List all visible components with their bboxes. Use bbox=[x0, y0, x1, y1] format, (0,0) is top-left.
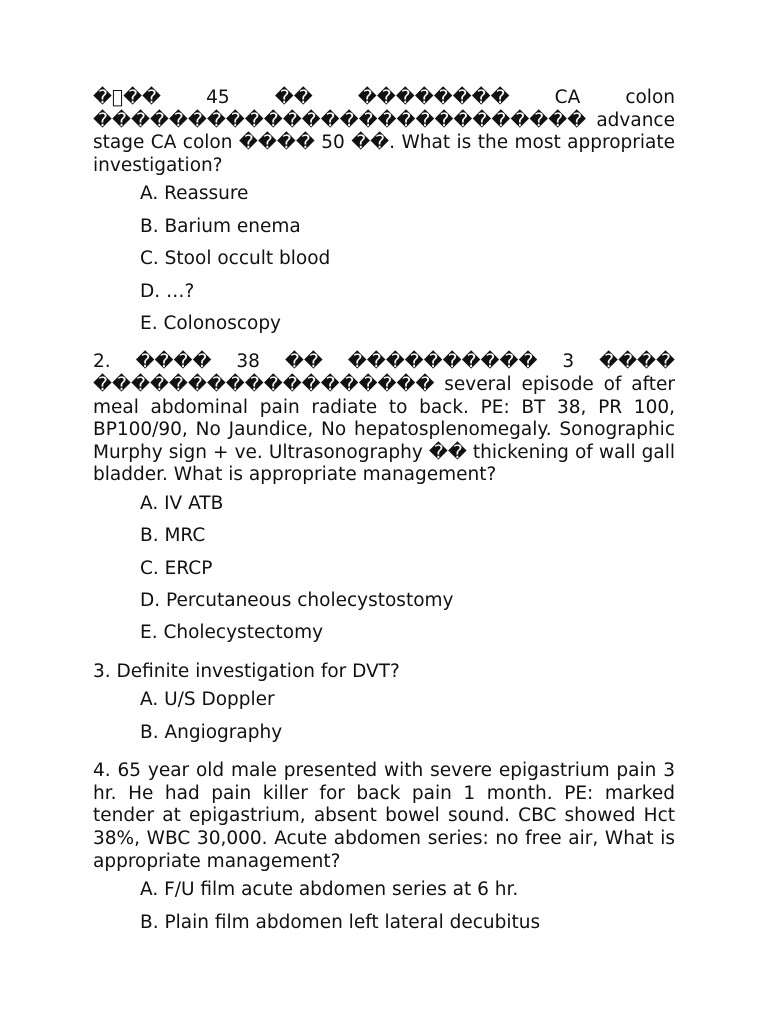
option-a: A. IV ATB bbox=[140, 492, 224, 514]
question-3 bbox=[93, 661, 675, 754]
question-2 bbox=[93, 351, 675, 655]
question-1-options bbox=[93, 183, 675, 345]
option-a: A. U/S Doppler bbox=[140, 689, 275, 711]
option-c: C. Stool occult blood bbox=[140, 248, 331, 270]
question-3-text: 3. Definite investigation for DVT? bbox=[93, 660, 400, 682]
question-4-text: 4. 65 year old male presented with severe epigastrium pain 3 hr. He had pain killer for back pain 1 month. PE: marked tender at epigastrium, absent bowel sound. CBC showed Hct 38%, WBC 30,000. Acute abdomen series: no free air, What is appropriate management? bbox=[93, 760, 675, 872]
question-3-options bbox=[93, 689, 675, 754]
option-b: B. Angiography bbox=[140, 721, 283, 743]
option-c: C. ERCP bbox=[140, 557, 213, 579]
option-d: D. Percutaneous cholecystostomy bbox=[140, 590, 454, 612]
option-e: E. Colonoscopy bbox=[140, 312, 282, 334]
option-b: B. MRC bbox=[140, 525, 206, 547]
question-1-text: �้�� 45 �� �������� CA colon �������������������������� advance stage CA colon ���� 50 ��. What is the most appropriate investigation? bbox=[93, 87, 675, 176]
question-2-text: 2. ���� 38 �� ���������� 3 ���� ������������������ several episode of after meal abdominal pain radiate to back. PE: BT 38, PR 100, BP100/90, No Jaundice, No hepatosplenomegaly. Sonographic Murphy sign + ve. Ultrasonography �� thickening of wall gall bladder. What is appropriate management? bbox=[93, 351, 675, 486]
option-e: E. Cholecystectomy bbox=[140, 622, 324, 644]
option-a: A. F/U film acute abdomen series at 6 hr. bbox=[140, 879, 519, 901]
option-a: A. Reassure bbox=[140, 183, 249, 205]
question-1 bbox=[93, 87, 675, 345]
option-d: D. …? bbox=[140, 280, 195, 302]
document-page bbox=[93, 87, 675, 950]
question-2-options bbox=[93, 493, 675, 655]
question-4 bbox=[93, 760, 675, 944]
question-4-options bbox=[93, 879, 675, 944]
option-b: B. Plain film abdomen left lateral decubitus bbox=[140, 911, 541, 933]
option-b: B. Barium enema bbox=[140, 215, 301, 237]
